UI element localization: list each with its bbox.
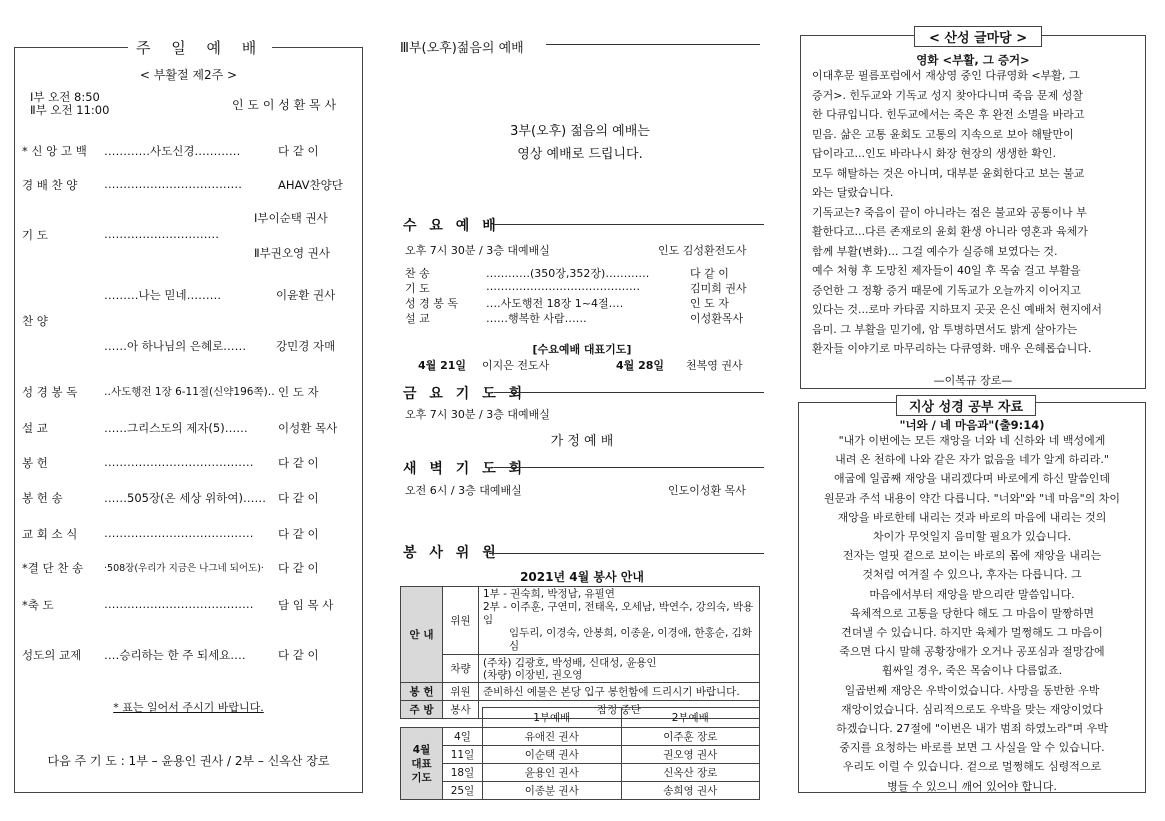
- guide-label: 안 내: [401, 587, 443, 683]
- divider: [494, 392, 764, 393]
- order-middle: …………………………: [104, 227, 219, 241]
- text-line: 휩싸일 경우, 죽은 목숨이나 다름없죠.: [881, 664, 1063, 678]
- text-line: 중지를 요청하는 바로를 보면 그 사실을 알 수 있습니다.: [839, 741, 1105, 755]
- order-middle: ……505장(온 세상 위하여)……: [104, 491, 266, 505]
- order-right: Ⅰ부이순택 권사: [254, 211, 328, 225]
- order-right: AHAV찬양단: [278, 178, 343, 192]
- prayer-header-2: 2부예배: [621, 708, 760, 728]
- wed-order-middle: …………(350장,352장)…………: [486, 267, 650, 280]
- text-line: 한 다큐입니다. 힌두교에서는 죽은 후 완전 소멸을 바라고: [812, 108, 1085, 121]
- order-right: 이윤환 권사: [276, 288, 336, 302]
- wed-order-label: 설 교: [405, 312, 430, 325]
- offering-role: 위원: [443, 683, 479, 701]
- wednesday-title: 수 요 예 배: [403, 218, 500, 234]
- wed-order-middle: ‥‥‥행복한 사람‥‥‥: [486, 312, 587, 325]
- guide-members: [479, 587, 760, 655]
- text-line: 원문과 주석 내용이 약간 다릅니다. "너와"와 "네 마음"의 차이: [823, 491, 1121, 505]
- service-time-1: Ⅰ부 오전 8:50: [30, 90, 100, 104]
- friday-title: 금 요 기 도 회: [403, 386, 527, 402]
- text-line: 증언한 그 정황 증거 때문에 기독교가 오늘까지 이어지고: [812, 283, 1081, 297]
- service-subtitle: 2021년 4월 봉사 안내: [520, 570, 644, 584]
- prayer-p1: 이종분 권사: [483, 782, 622, 800]
- wed-order-label: 성 경 봉 독: [405, 297, 458, 310]
- wed-order-middle: ……………………………………: [486, 280, 640, 293]
- wed-rep-date: 4월 21일: [418, 359, 467, 372]
- prayer-p2: 권오영 권사: [621, 746, 760, 764]
- prayer-date: 18일: [443, 764, 483, 782]
- text-line: 모두 해탈하는 것은 아니며, 대부분 윤회한다고 보는 불교: [812, 166, 1085, 180]
- prayer-p1: 윤용인 권사: [483, 764, 622, 782]
- wed-rep-date: 4월 28일: [616, 359, 665, 372]
- text-line: 마음에서부터 재앙을 받으리란 말씀입니다.: [869, 587, 1075, 601]
- text-line: 함께 부활(변화)... 그걸 예수가 실증해 보였다는 것.: [812, 244, 1058, 258]
- prayer-header-1: 1부예배: [483, 708, 622, 728]
- order-label: 기 도: [22, 228, 48, 242]
- order-label: 찬 양: [22, 314, 48, 328]
- order-label: 봉 헌 송: [22, 491, 63, 505]
- order-right: 담 임 목 사: [278, 598, 334, 612]
- order-right: 다 같 이: [278, 491, 319, 505]
- text-line: 이대후문 필름포럼에서 재상영 중인 다큐영화 <부활, 그: [812, 69, 1080, 82]
- order-label: *결 단 찬 송: [22, 561, 84, 575]
- dawn-leader: 인도이성환 목사: [668, 484, 746, 497]
- order-middle: …………………………………: [104, 455, 254, 469]
- wed-order-right: 다 같 이: [690, 267, 729, 280]
- wed-rep-name: 이지은 전도사: [482, 359, 550, 372]
- service-leader: 인 도 이 성 환 목 사: [232, 98, 337, 112]
- study-title: 지상 성경 공부 자료: [896, 395, 1036, 416]
- study-subtitle: "너와 / 네 마음과"(출9:14): [899, 418, 1045, 432]
- wed-order-middle: ‥‥사도행전 18장 1~4절‥‥: [486, 297, 624, 310]
- kitchen-label: 주 방: [401, 701, 443, 719]
- offering-label: 봉 헌: [401, 683, 443, 701]
- prayer-p1: 이순택 권사: [483, 746, 622, 764]
- prayer-p2: 송희영 권사: [621, 782, 760, 800]
- table-row: [401, 683, 760, 701]
- order-middle: ‥사도행전 1장 6-11절(신약196쪽)‥: [104, 386, 275, 398]
- movie-author: —이복규 장로—: [933, 374, 1013, 387]
- text-line: 내려 온 천하에 나와 같은 자가 없음을 네가 알게 하리라.": [835, 453, 1109, 467]
- text-line: 와는 달랐습니다.: [812, 186, 894, 199]
- service-committee-title: 봉 사 위 원: [403, 545, 500, 561]
- order-middle: …………………………………: [104, 526, 254, 540]
- prayer-p2: 이주훈 장로: [621, 728, 760, 746]
- text-line: 답이라고...인도 바라나시 화장 현장의 생생한 확인.: [812, 147, 1056, 160]
- text-line: 전자는 얼핏 겉으로 보이는 바로의 몸에 재앙을 내리는: [842, 549, 1102, 563]
- order-middle: …………………………………: [104, 597, 254, 611]
- sunday-worship-title: 주 일 예 배: [128, 37, 272, 58]
- table-row: [401, 708, 760, 728]
- order-right-2: 강민경 자매: [276, 339, 336, 353]
- order-middle-2: ……아 하나님의 은혜로……: [104, 339, 247, 353]
- wednesday-time: 오후 7시 30분 / 3층 대예배실: [405, 244, 550, 257]
- car-label: 차량: [443, 655, 479, 683]
- prayer-label: 4월 대표 기도: [401, 728, 443, 800]
- order-label: 성 경 봉 독: [22, 385, 78, 399]
- text-line: 기독교는? 죽음이 끝이 아니라는 점은 불교와 공통이나 부: [812, 205, 1087, 219]
- youth-message-2: 영상 예배로 드립니다.: [517, 147, 643, 162]
- youth-worship-title: Ⅲ부(오후)젊음의 예배: [400, 41, 524, 56]
- prayer-date: 4일: [443, 728, 483, 746]
- order-middle: ‧508장(우리가 지금은 나그네 되어도)‧: [104, 563, 264, 574]
- guide-members-3: 임두리, 이경숙, 안봉희, 이종윤, 이경애, 한홍순, 김화심: [509, 627, 752, 652]
- order-right: 다 같 이: [278, 456, 319, 470]
- friday-name: 가 정 예 배: [550, 434, 614, 449]
- text-line: 일곱번째 재앙은 우박이었습니다. 사망을 동반한 우박: [844, 683, 1100, 697]
- wednesday-leader: 인도 김성환전도사: [658, 244, 747, 257]
- prayer-date: 11일: [443, 746, 483, 764]
- text-line: 병들 수 있으니 깨어 있어야 합니다.: [887, 779, 1057, 793]
- friday-time: 오후 7시 30분 / 3층 대예배실: [405, 408, 550, 421]
- order-right: 다 같 이: [278, 144, 319, 158]
- text-line: 있다는 것...로마 카타콤 지하묘지 곳곳 은신 예배처 현지에서: [812, 303, 1102, 316]
- wed-order-label: 찬 송: [405, 267, 430, 280]
- guide-members-2: 2부 - 이주훈, 구연미, 전태옥, 오세남, 박연수, 강의숙, 박용임: [483, 601, 754, 626]
- divider: [494, 467, 764, 468]
- order-label: * 신 앙 고 백: [22, 144, 87, 158]
- kitchen-text: 잠정 중단: [479, 701, 760, 719]
- next-prayer: 다음 주 기 도 : 1부 – 윤용인 권사 / 2부 – 신옥산 장로: [47, 754, 330, 768]
- wed-order-right: 김미희 권사: [690, 282, 747, 295]
- wed-order-right: 인 도 자: [690, 297, 729, 310]
- wed-rep-name: 천복영 권사: [686, 359, 743, 372]
- table-row: [401, 746, 760, 764]
- table-row: [401, 655, 760, 683]
- movie-text: [812, 66, 1140, 359]
- text-line: 재앙을 바로한테 내리는 것과 바로의 마음에 내리는 것의: [837, 510, 1107, 524]
- offering-text: 준비하신 예물은 본당 입구 봉헌함에 드리시기 바랍니다.: [479, 683, 760, 701]
- prayer-date: 25일: [443, 782, 483, 800]
- week-subtitle: < 부활절 제2주 >: [139, 68, 238, 82]
- table-row: [401, 587, 760, 655]
- order-label: 설 교: [22, 421, 48, 435]
- prayer-p2: 신옥산 장로: [621, 764, 760, 782]
- order-label: 경 배 찬 양: [22, 178, 78, 192]
- text-line: 견뎌낼 수 있습니다. 하지만 육체가 멀쩡해도 그 마음이: [841, 626, 1103, 640]
- text-line: 우리도 이럴 수 있습니다. 겉으로 멀쩡해도 심령적으로: [842, 760, 1102, 774]
- kitchen-role: 봉사: [443, 701, 479, 719]
- order-middle: …………사도신경…………: [104, 144, 241, 158]
- order-middle: ………………………………: [104, 177, 242, 191]
- order-middle: ‥‥승리하는 한 주 되세요‥‥: [104, 648, 246, 662]
- text-line: 음미. 그 부활을 믿기에, 암 투병하면서도 밝게 살아가는: [812, 322, 1078, 336]
- divider: [494, 553, 764, 554]
- order-right: 이성환 목사: [278, 421, 338, 435]
- text-line: 활한다고...다른 존재로의 윤회 환생 아니라 영혼과 육체가: [812, 225, 1088, 238]
- order-middle: ………나는 믿네………: [104, 288, 222, 302]
- prayer-table: [400, 707, 760, 800]
- wed-reps-title: [수요예배 대표기도]: [532, 343, 632, 356]
- guide-member-label: 위원: [443, 587, 479, 655]
- movie-title: 영화 <부활, 그 증거>: [916, 53, 1030, 67]
- order-label: 봉 헌: [22, 456, 48, 470]
- text-line: 죽으면 다시 말해 공황장애가 오거나 공포심과 절망감에: [839, 645, 1105, 659]
- wed-order-right: 이성환목사: [690, 312, 744, 325]
- blank-cell: [401, 708, 443, 728]
- corner-title: < 산성 글마당 >: [914, 26, 1042, 47]
- youth-message-1: 3부(오후) 젊음의 예배는: [510, 124, 650, 139]
- order-right: 다 같 이: [278, 527, 319, 541]
- table-row: [401, 728, 760, 746]
- order-label: 교 회 소 식: [22, 527, 78, 541]
- table-row: [401, 782, 760, 800]
- car-1: (주차) 김광호, 박성배, 신대성, 윤용인: [483, 656, 657, 669]
- car-2: (차량) 이장빈, 권오영: [483, 668, 583, 681]
- divider: [546, 44, 760, 45]
- order-right: 다 같 이: [278, 648, 319, 662]
- text-line: 하겠습니다. 27절에 "이번은 내가 범죄 하였노라"며 우박: [836, 722, 1108, 736]
- divider: [494, 224, 764, 225]
- text-line: 차이가 무엇일지 음미할 필요가 있습니다.: [872, 530, 1072, 544]
- study-text: [804, 431, 1140, 796]
- text-line: 예수 처형 후 도망친 제자들이 40일 후 목숨 걸고 부활을: [812, 264, 1081, 277]
- order-right-2: Ⅱ부권오영 권사: [254, 246, 330, 260]
- service-time-2: Ⅱ부 오전 11:00: [30, 103, 110, 117]
- order-right: 인 도 자: [278, 385, 319, 399]
- text-line: 믿음. 삶은 고통 윤회도 고통의 지속으로 보아 해탈만이: [812, 127, 1074, 141]
- blank-cell: [443, 708, 483, 728]
- order-label: 성도의 교제: [22, 648, 82, 662]
- text-line: 증거>. 힌두교와 기독교 성지 찾아다니며 죽음 문제 성찰: [812, 88, 1083, 102]
- dawn-title: 새 벽 기 도 회: [403, 461, 527, 477]
- standing-note: * 표는 일어서 주시기 바랍니다.: [113, 701, 264, 714]
- prayer-p1: 유애진 권사: [483, 728, 622, 746]
- car-members: [479, 655, 760, 683]
- table-row: [401, 764, 760, 782]
- dawn-time: 오전 6시 / 3층 대예배실: [405, 484, 522, 497]
- text-line: 것처럼 여겨질 수 있으나, 후자는 다릅니다. 그: [862, 568, 1082, 582]
- order-label: *축 도: [22, 598, 54, 612]
- text-line: 애굽에 일곱째 재앙을 내리겠다며 바로에게 하신 말씀인데: [833, 472, 1110, 486]
- service-table: [400, 586, 760, 719]
- text-line: 재앙이었습니다. 심리적으로도 우박을 맞는 재앙이었다: [841, 702, 1103, 716]
- text-line: 환자들 이야기로 마무리하는 다큐영화. 매우 은혜롭습니다.: [812, 342, 1092, 355]
- guide-members-1: 1부 - 권숙희, 박정남, 유필연: [483, 588, 615, 600]
- text-line: 육체적으로 고통을 당한다 해도 그 마음이 말짱하면: [849, 606, 1095, 620]
- wed-order-label: 기 도: [405, 282, 430, 295]
- order-middle: ……그리스도의 제자(5)……: [104, 421, 248, 435]
- order-right: 다 같 이: [278, 561, 319, 575]
- text-line: "내가 이번에는 모든 재앙을 너와 네 신하와 네 백성에게: [838, 434, 1106, 447]
